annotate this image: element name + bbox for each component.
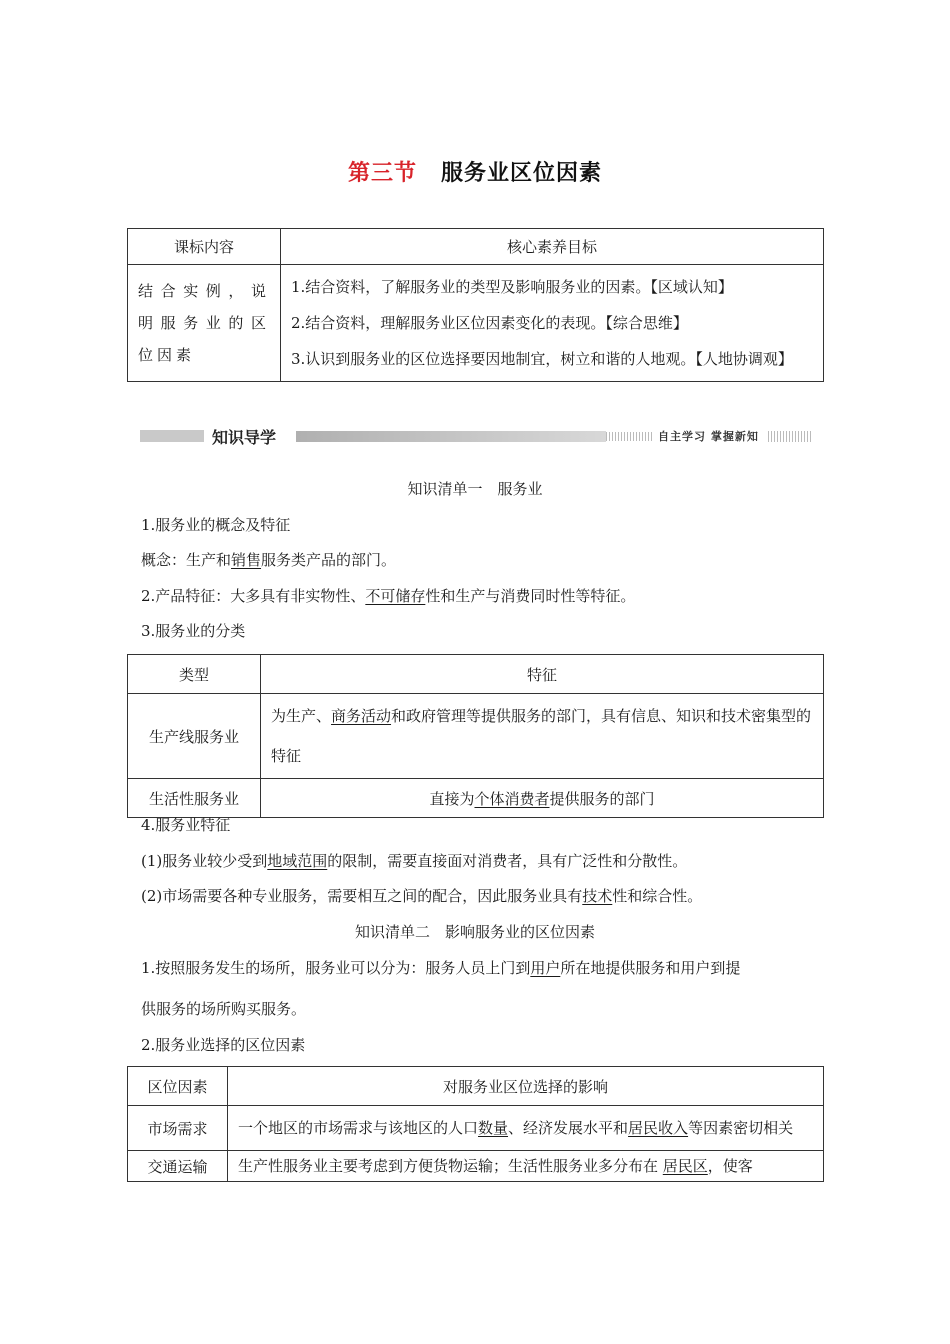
- header-goals: 核心素养目标: [281, 229, 824, 265]
- list1-p4: 3.服务业的分类: [141, 622, 246, 640]
- banner-bar-right: [768, 431, 812, 442]
- header-feature: 特征: [261, 655, 824, 694]
- feature-production: [261, 694, 824, 779]
- section-number: 第三节: [347, 161, 417, 186]
- list2-p1: [141, 957, 740, 978]
- text: 等因素密切相关: [688, 1119, 794, 1137]
- goal-3: 3.认识到服务业的区位选择要因地制宜，树立和谐的人地观。【人地协调观】: [291, 350, 793, 368]
- section-title: 服务业区位因素: [441, 161, 603, 186]
- text: 性和综合性。: [612, 887, 703, 905]
- goal-1: 1.结合资料，了解服务业的类型及影响服务业的因素。【区域认知】: [291, 278, 733, 296]
- banner-title: 知识导学: [212, 428, 277, 447]
- curriculum-content: 结合实例，说明服务业的区位因素: [128, 265, 281, 382]
- underlined-answer: 数量: [478, 1119, 509, 1137]
- influence-transport: [228, 1151, 824, 1182]
- underlined-answer: 个体消费者: [474, 789, 550, 808]
- text: 概念：生产和: [141, 551, 232, 569]
- banner-bar-left: [140, 430, 204, 442]
- banner-dots: [606, 432, 652, 441]
- list2-p2: 2.服务业选择的区位因素: [141, 1036, 306, 1054]
- text: (2)市场需要各种专业服务，需要相互之间的配合，因此服务业具有: [141, 887, 583, 905]
- list1-p3: [141, 585, 635, 606]
- text: 1.按照服务发生的场所，服务业可以分为：服务人员上门到: [141, 959, 531, 977]
- list1-heading: 知识清单一 服务业: [407, 480, 543, 498]
- underlined-answer: 不可储存: [365, 587, 426, 605]
- influence-market: [228, 1106, 824, 1151]
- goals-cell: [281, 265, 824, 382]
- underlined-answer: 商务活动: [331, 707, 392, 725]
- section-banner: [140, 427, 812, 447]
- text: 所在地提供服务和用户到提: [560, 959, 741, 977]
- type-production: 生产线服务业: [128, 694, 261, 779]
- header-curriculum: 课标内容: [128, 229, 281, 265]
- underlined-answer: 技术: [582, 887, 613, 905]
- service-type-table: [127, 654, 824, 818]
- underlined-answer: 地域范围: [267, 852, 328, 870]
- text: ，使客: [707, 1157, 753, 1175]
- underlined-answer: 用户: [530, 959, 561, 977]
- list1-p6: [141, 850, 687, 871]
- banner-subtitle: 自主学习 掌握新知: [658, 430, 759, 443]
- header-factor: 区位因素: [128, 1067, 228, 1106]
- goal-2: 2.结合资料，理解服务业区位因素变化的表现。【综合思维】: [291, 314, 688, 332]
- underlined-answer: 居民区: [662, 1157, 708, 1175]
- text: 生产性服务业主要考虑到方便货物运输；生活性服务业多分布在: [238, 1157, 663, 1175]
- feature-consumer: [261, 779, 824, 818]
- underlined-answer: 销售: [231, 551, 262, 569]
- text: 服务类产品的部门。: [261, 551, 397, 569]
- page-title: [0, 156, 950, 187]
- list1-p5: 4.服务业特征: [141, 816, 231, 834]
- location-factor-table: [127, 1066, 824, 1182]
- text: 直接为: [429, 789, 475, 808]
- underlined-answer: 居民收入: [628, 1119, 689, 1137]
- text: 、经济发展水平和: [508, 1119, 629, 1137]
- header-type: 类型: [128, 655, 261, 694]
- text: (1)服务业较少受到: [141, 852, 268, 870]
- type-consumer: 生活性服务业: [128, 779, 261, 818]
- list1-p2: [141, 549, 396, 570]
- text: 一个地区的市场需求与该地区的人口: [238, 1119, 479, 1137]
- factor-transport: 交通运输: [128, 1151, 228, 1182]
- factor-market: 市场需求: [128, 1106, 228, 1151]
- banner-bar-middle: [296, 431, 606, 442]
- text: 为生产、: [271, 707, 332, 725]
- text: 提供服务的部门: [549, 789, 655, 808]
- list2-p1-cont: 供服务的场所购买服务。: [141, 1000, 307, 1018]
- text: 的限制，需要直接面对消费者，具有广泛性和分散性。: [327, 852, 688, 870]
- list2-heading: 知识清单二 影响服务业的区位因素: [354, 923, 595, 941]
- curriculum-table: [127, 228, 824, 382]
- text: 和政府管理等提供服务的部门，具有信息、知识和技术密集型的特征: [271, 707, 812, 765]
- list1-p7: [141, 885, 702, 906]
- text: 2.产品特征：大多具有非实物性、: [141, 587, 366, 605]
- text: 性和生产与消费同时性等特征。: [425, 587, 636, 605]
- header-influence: 对服务业区位选择的影响: [228, 1067, 824, 1106]
- list1-p1: 1.服务业的概念及特征: [141, 516, 291, 534]
